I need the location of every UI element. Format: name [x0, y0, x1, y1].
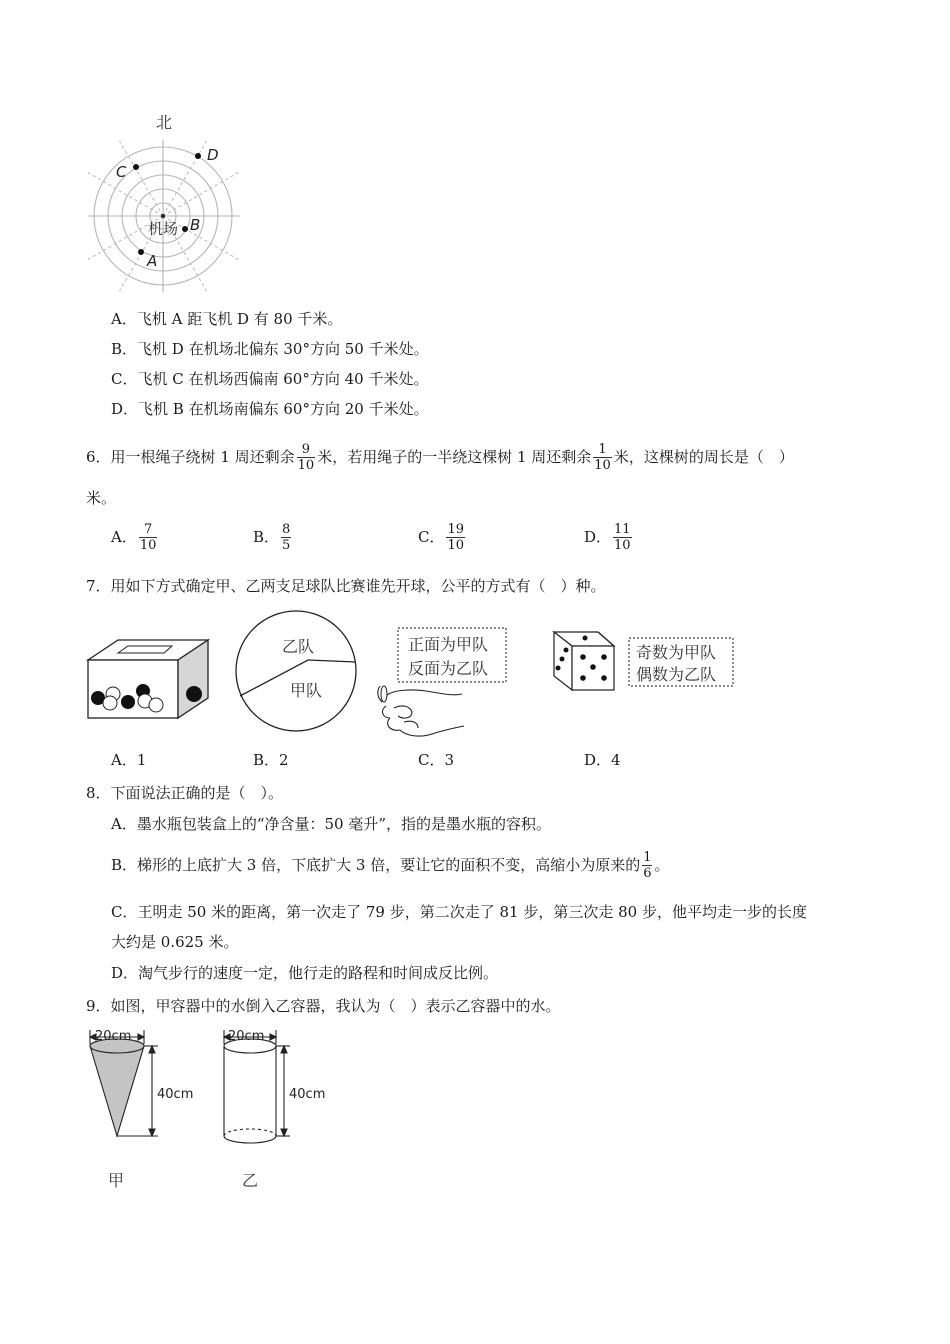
- q8-option-c: C．王明走 50 米的距离，第一次走了 79 步，第二次走了 81 步，第三次走 80 步，他平均走一步的长度: [111, 903, 807, 921]
- q7-option-d: D．4: [584, 751, 621, 769]
- svg-text:40cm: 40cm: [289, 1087, 326, 1102]
- q5-option-d: D．飞机 B 在机场南偏东 60°方向 20 千米处。: [111, 400, 429, 418]
- svg-text:D: D: [207, 146, 219, 164]
- q8-option-d: D．淘气步行的速度一定，他行走的路程和时间成反比例。: [111, 964, 499, 982]
- containers-diagram: [84, 1026, 344, 1196]
- svg-text:乙: 乙: [242, 1171, 259, 1190]
- q7-option-c: C．3: [418, 751, 455, 769]
- dice-illustration: [550, 628, 740, 696]
- q6-stem-line2: 米。: [86, 489, 117, 507]
- q9-stem: 9．如图，甲容器中的水倒入乙容器，我认为（ ）表示乙容器中的水。: [86, 997, 561, 1015]
- q8-stem: 8．下面说法正确的是（ ）。: [86, 784, 284, 802]
- q6-stem: 6． 用一根绳子绕树 1 周还剩余 $\frac{9}{10}$ 米，若用绳子的一半绕这棵树 1 周还剩余 $\frac{1}{10}$ 米，这棵树的周长是（ ）: [86, 441, 794, 473]
- north-label: 北: [156, 113, 173, 132]
- spinner-illustration: [234, 608, 360, 734]
- q7-stem: 7．用如下方式确定甲、乙两支足球队比赛谁先开球，公平的方式有（ ）种。: [86, 577, 606, 595]
- q6-option-a: A． $\frac{7}{10}$: [111, 521, 157, 553]
- pie-top-label: 乙队: [282, 637, 315, 656]
- q5-compass-diagram: [84, 108, 254, 298]
- q6-option-d: D． $\frac{11}{10}$: [584, 521, 631, 553]
- svg-text:甲: 甲: [108, 1171, 125, 1190]
- fraction: $\frac{9}{10}$: [297, 441, 315, 473]
- q7-option-a: A．1: [111, 751, 147, 769]
- q5-option-c: C．飞机 C 在机场西偏南 60°方向 40 千米处。: [111, 370, 429, 388]
- svg-text:40cm: 40cm: [157, 1087, 194, 1102]
- svg-text:正面为甲队: 正面为甲队: [408, 635, 489, 654]
- ball-box-illustration: [84, 638, 212, 722]
- q6-option-b: B． $\frac{8}{5}$: [253, 521, 291, 553]
- q5-option-b: B．飞机 D 在机场北偏东 30°方向 50 千米处。: [111, 340, 429, 358]
- svg-text:B: B: [190, 216, 201, 234]
- svg-text:偶数为乙队: 偶数为乙队: [636, 665, 717, 684]
- svg-text:20cm: 20cm: [95, 1029, 132, 1044]
- svg-text:反面为乙队: 反面为乙队: [408, 659, 489, 678]
- q8-option-a: A．墨水瓶包装盒上的“净含量：50 毫升”，指的是墨水瓶的容积。: [111, 815, 552, 833]
- airport-label: 机场: [148, 220, 179, 238]
- svg-text:奇数为甲队: 奇数为甲队: [636, 643, 717, 662]
- q7-option-b: B．2: [253, 751, 289, 769]
- q8-option-b: B． 梯形的上底扩大 3 倍，下底扩大 3 倍，要让它的面积不变，高缩小为原来的 $\frac{1}{6}$ 。: [111, 849, 670, 881]
- fraction: $\frac{1}{10}$: [594, 441, 611, 473]
- q8-option-c-line2: 大约是 0.625 米。: [111, 933, 239, 951]
- svg-text:A: A: [147, 252, 158, 270]
- q5-option-a: A．飞机 A 距飞机 D 有 80 千米。: [111, 310, 343, 328]
- pie-bottom-label: 甲队: [290, 681, 323, 700]
- svg-text:20cm: 20cm: [228, 1029, 265, 1044]
- svg-text:C: C: [116, 163, 127, 181]
- q6-option-c: C． $\frac{19}{10}$: [418, 521, 465, 553]
- coin-toss-illustration: [372, 626, 512, 746]
